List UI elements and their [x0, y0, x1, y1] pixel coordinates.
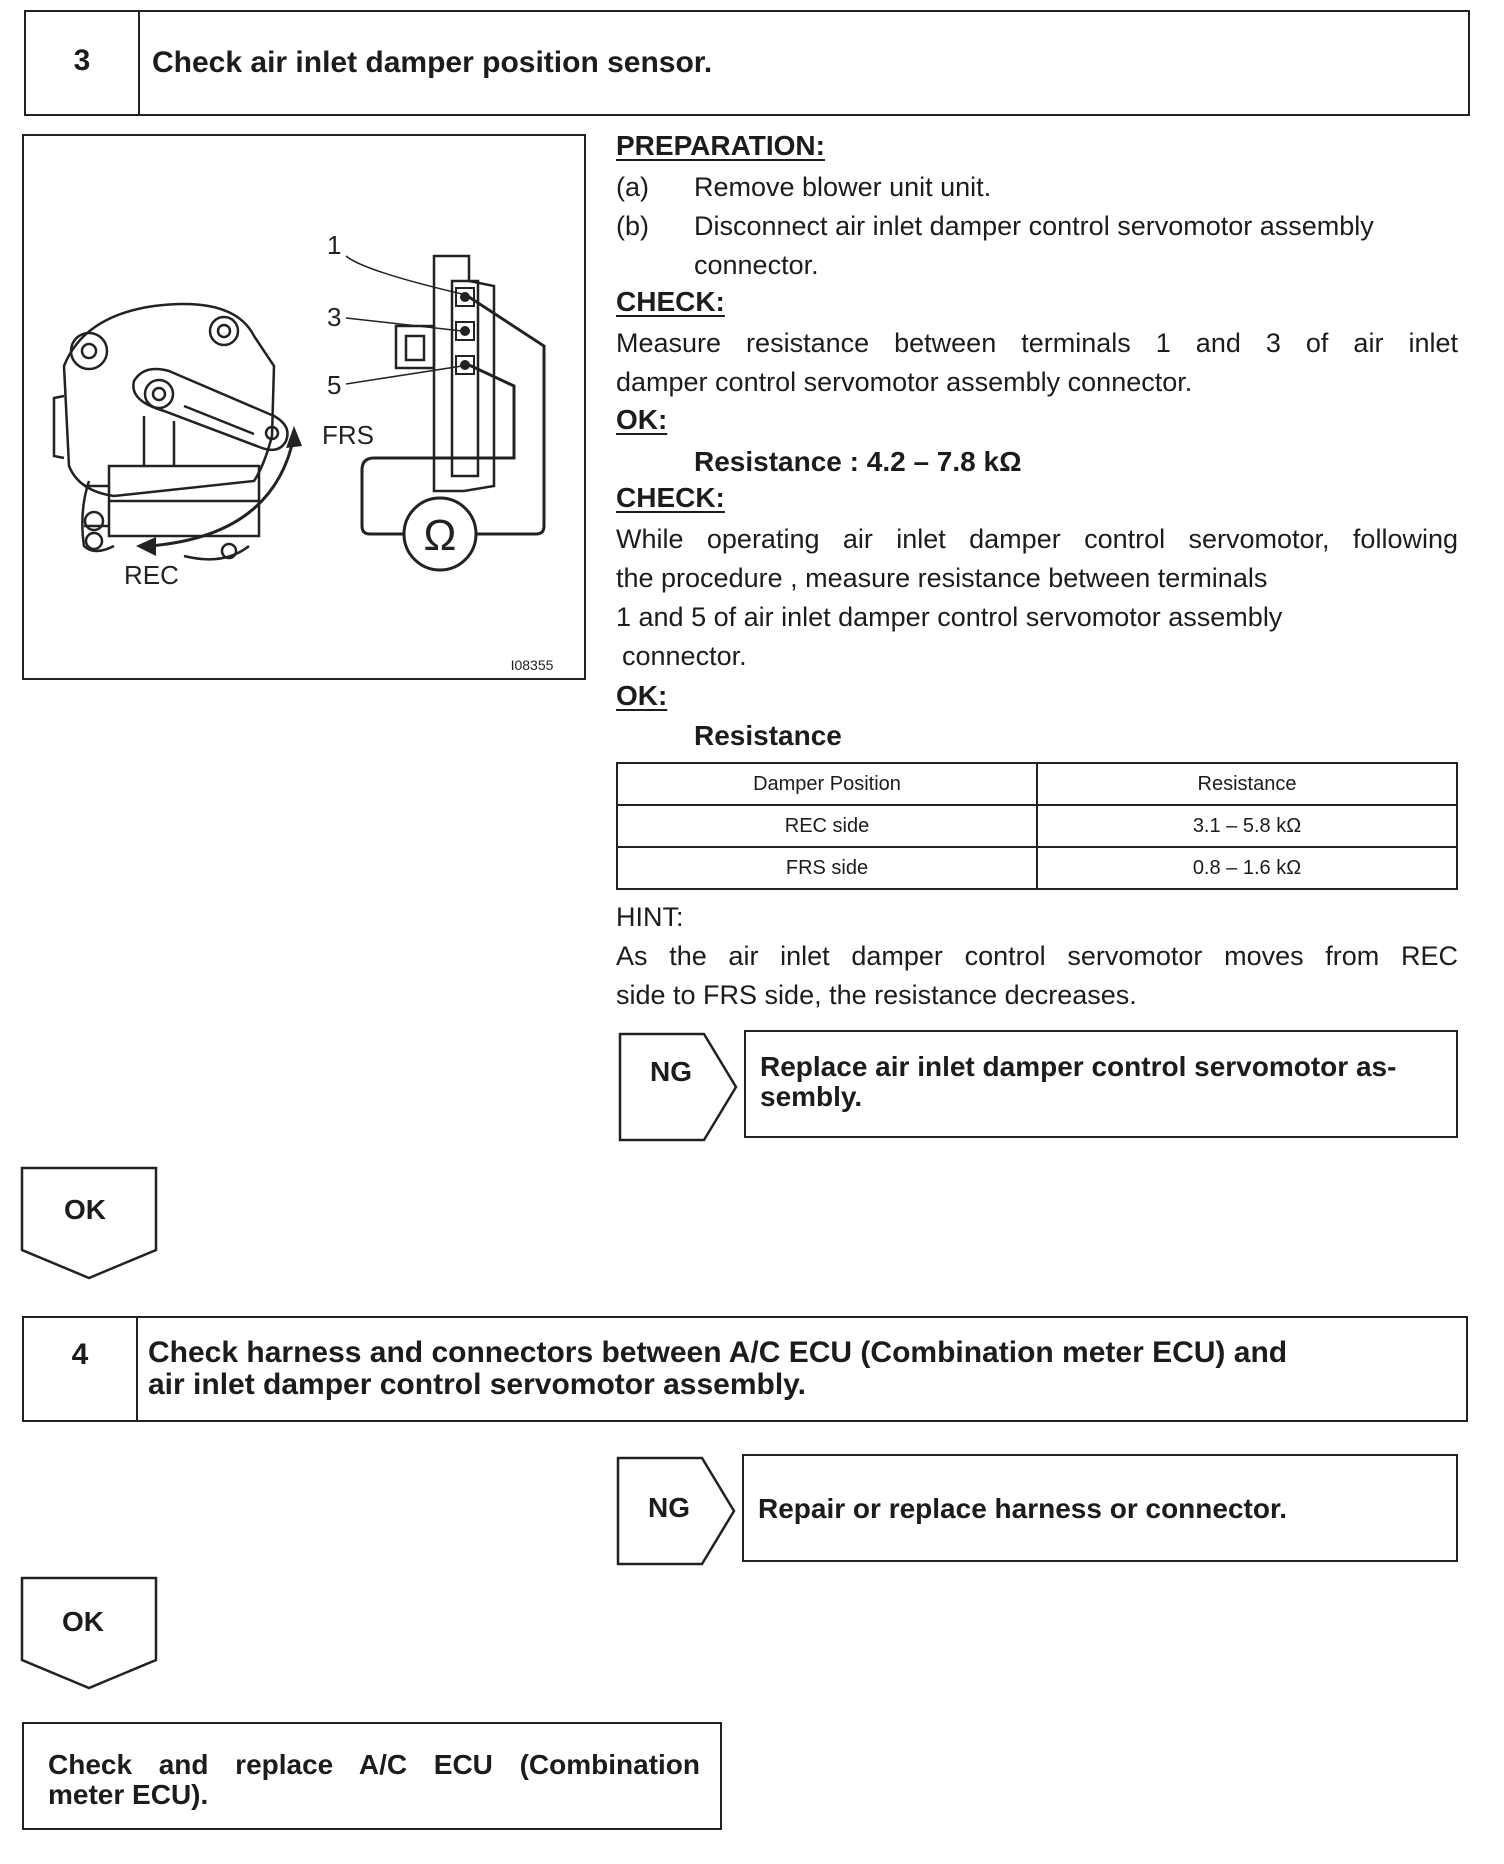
terminal-1-label: 1: [327, 230, 342, 260]
table-header-resistance: Resistance: [1037, 763, 1457, 805]
table-header-damper-position: Damper Position: [617, 763, 1037, 805]
table-cell-position: REC side: [617, 805, 1037, 847]
frs-label: FRS: [322, 420, 374, 450]
step3-title: Check air inlet damper position sensor.: [152, 46, 713, 79]
prep-item-a-mark: (a): [616, 172, 649, 202]
ohm-symbol: Ω: [423, 511, 457, 560]
ng1-action-box: [744, 1030, 1458, 1138]
check2-ok-label: OK:: [616, 680, 668, 711]
check1-label: CHECK:: [616, 286, 725, 317]
ok1-tag-label: OK: [64, 1194, 106, 1225]
check1-text-1: Measure resistance between terminals 1 and 3 of air inlet: [616, 328, 1458, 358]
sensor-illustration: [22, 134, 586, 680]
arrow-head-rec: [136, 537, 156, 556]
ng2-tag-label: NG: [648, 1492, 690, 1523]
step4-header: [22, 1316, 1468, 1422]
ng1-action-text-1: Replace air inlet damper control servomotor as-: [760, 1051, 1397, 1082]
check2-text-3: 1 and 5 of air inlet damper control servomotor assembly: [616, 602, 1283, 632]
hint-label: HINT:: [616, 902, 684, 932]
servomotor-diagram: [24, 136, 584, 678]
check2-label: CHECK:: [616, 482, 725, 513]
step3-divider: [138, 12, 140, 114]
check1-spec: Resistance : 4.2 – 7.8 kΩ: [694, 446, 1022, 477]
ng2-action-box: [742, 1454, 1458, 1562]
hint-text-1: As the air inlet damper control servomotor moves from REC: [616, 941, 1458, 971]
ng1-action-text-2: sembly.: [760, 1081, 863, 1112]
check1-ok-label: OK:: [616, 404, 668, 435]
resistance-table-title: Resistance: [694, 720, 842, 751]
figure-id: I08355: [510, 657, 554, 673]
check2-text-2: the procedure , measure resistance between terminals: [616, 563, 1268, 593]
table-cell-resistance: 3.1 – 5.8 kΩ: [1037, 805, 1457, 847]
table-row: [617, 805, 1457, 847]
check2-text-1: While operating air inlet damper control servomotor, following: [616, 524, 1458, 554]
ok2-tag-label: OK: [62, 1606, 104, 1637]
rec-label: REC: [124, 560, 179, 590]
ng1-tag-label: NG: [650, 1056, 692, 1087]
final-action-text-1: Check and replace A/C ECU (Combination: [48, 1749, 700, 1780]
step3-number: 3: [73, 44, 91, 77]
prep-item-a-text: Remove blower unit unit.: [694, 172, 992, 202]
table-cell-resistance: 0.8 – 1.6 kΩ: [1037, 847, 1457, 889]
prep-item-b-text-2: connector.: [694, 250, 819, 280]
resistance-table: [616, 762, 1458, 890]
preparation-label: PREPARATION:: [616, 130, 825, 161]
step3-header: [24, 10, 1470, 116]
table-row: [617, 847, 1457, 889]
check2-text-4: connector.: [622, 641, 747, 671]
table-header-row: [617, 763, 1457, 805]
prep-item-b-mark: (b): [616, 211, 649, 241]
hint-text-2: side to FRS side, the resistance decreases.: [616, 980, 1137, 1010]
terminal-5-label: 5: [327, 370, 342, 400]
final-action-box: [22, 1722, 722, 1830]
servomotor-body: [54, 304, 274, 559]
leader-lines: [346, 256, 462, 384]
ng2-action-text: Repair or replace harness or connector.: [758, 1493, 1288, 1524]
step4-number: 4: [71, 1338, 89, 1371]
step4-title-1: Check harness and connectors between A/C ECU (Combination meter ECU) and: [148, 1336, 1288, 1369]
damper-lever: [133, 369, 287, 466]
table-cell-position: FRS side: [617, 847, 1037, 889]
step4-divider: [136, 1318, 138, 1420]
check1-text-2: damper control servomotor assembly connector.: [616, 367, 1193, 397]
terminal-3-label: 3: [327, 302, 342, 332]
step4-title-2: air inlet damper control servomotor assembly.: [148, 1368, 806, 1401]
prep-item-b-text-1: Disconnect air inlet damper control servomotor assembly: [694, 211, 1374, 241]
final-action-text-2: meter ECU).: [48, 1779, 209, 1810]
